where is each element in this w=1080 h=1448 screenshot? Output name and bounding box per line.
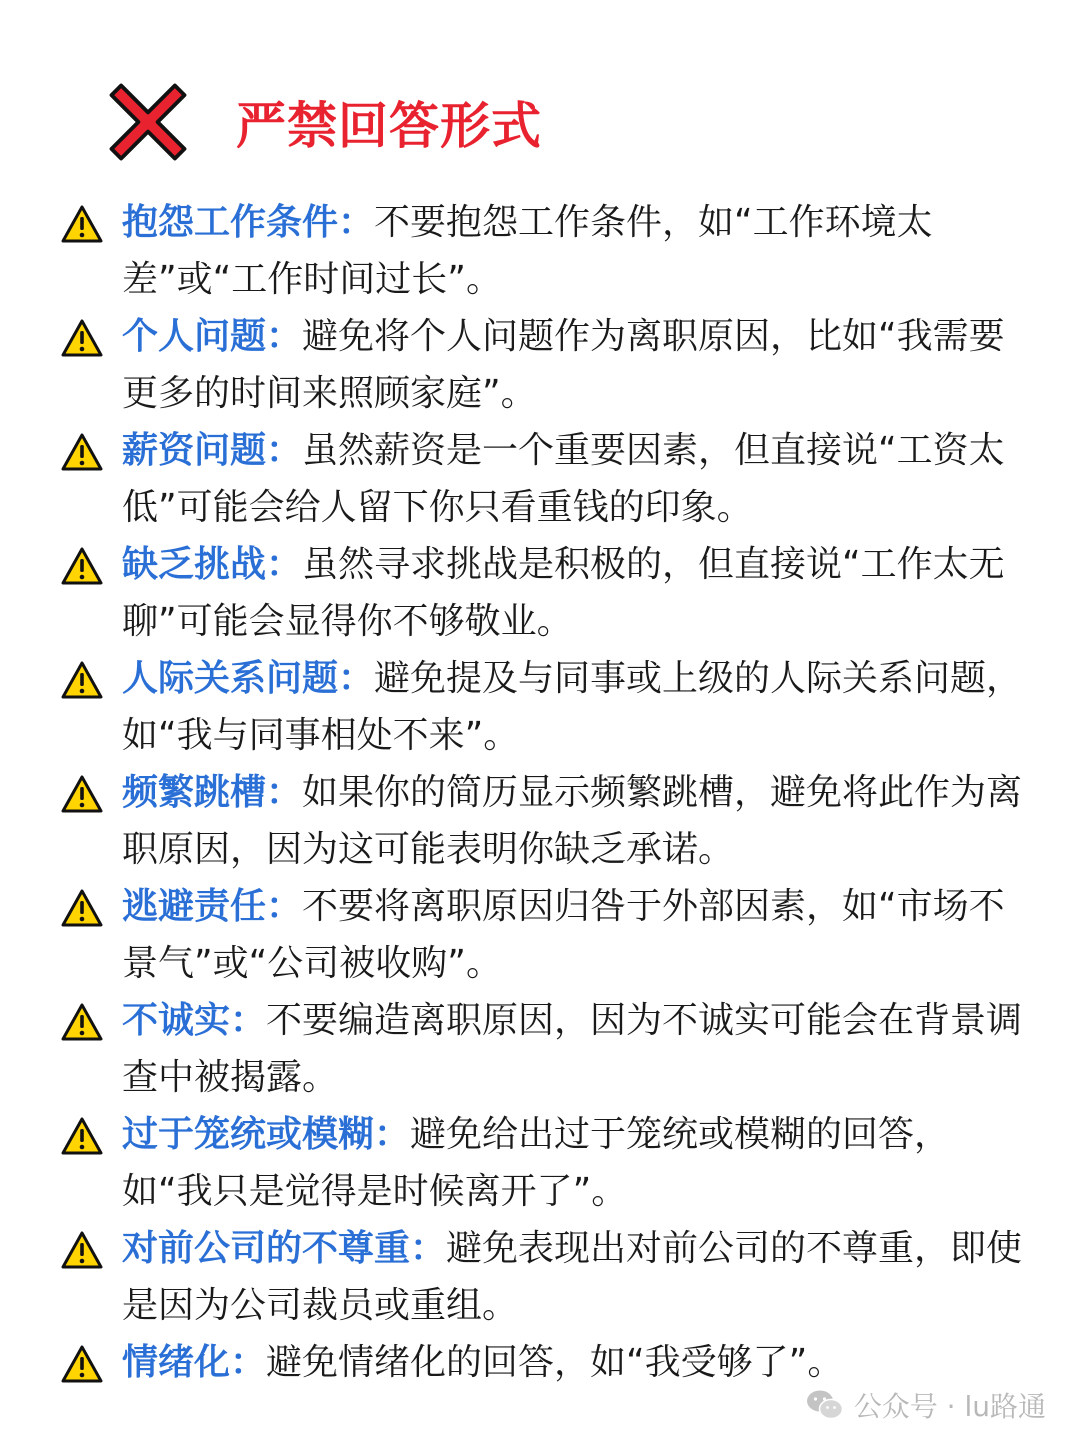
warning-icon <box>60 774 104 814</box>
list-item <box>60 878 1030 992</box>
item-term: 情绪化 <box>122 1342 231 1383</box>
item-colon: ： <box>266 772 303 813</box>
forbidden-answers-list <box>60 194 1030 1448</box>
item-term: 个人问题 <box>122 316 267 357</box>
item-term: 过于笼统或模糊 <box>122 1114 375 1155</box>
warning-icon <box>60 318 104 358</box>
item-description: 虽然薪资是一个重要因素，但直接说“工资太低”可能会给人留下你只看重钱的印象。 <box>122 430 1005 528</box>
warning-icon <box>60 432 104 472</box>
item-colon: ： <box>230 1000 267 1041</box>
item-colon: ： <box>266 544 303 585</box>
warning-icon <box>60 1344 104 1384</box>
item-description: 避免提及与同事或上级的人际关系问题，如“我与同事相处不来”。 <box>122 658 1023 756</box>
item-description: 不要编造离职原因，因为不诚实可能会在背景调查中被揭露。 <box>122 1000 1023 1098</box>
item-term: 逃避责任 <box>122 886 267 927</box>
item-term: 不诚实 <box>122 1000 231 1041</box>
item-colon: ： <box>230 1342 267 1383</box>
warning-icon <box>60 204 104 244</box>
list-item <box>60 1106 1030 1220</box>
header <box>100 72 542 172</box>
item-colon: ： <box>338 202 375 243</box>
item-description: 避免表现出对前公司的不尊重，即使是因为公司裁员或重组。 <box>122 1228 1023 1326</box>
list-item <box>60 308 1030 422</box>
item-colon: ： <box>266 430 303 471</box>
item-term: 人际关系问题 <box>122 658 339 699</box>
warning-icon <box>60 1002 104 1042</box>
warning-icon <box>60 1230 104 1270</box>
item-description: 避免将个人问题作为离职原因，比如“我需要更多的时间来照顾家庭”。 <box>122 316 1005 414</box>
warning-icon <box>60 546 104 586</box>
page-title: 严禁回答形式 <box>236 97 542 155</box>
list-item <box>60 764 1030 878</box>
list-item <box>60 536 1030 650</box>
item-term: 缺乏挑战 <box>122 544 267 585</box>
item-description: 如果你的简历显示频繁跳槽，避免将此作为离职原因，因为这可能表明你缺乏承诺。 <box>122 772 1023 870</box>
item-colon: ： <box>410 1228 447 1269</box>
wechat-icon <box>806 1389 844 1421</box>
item-description: 避免情绪化的回答，如“我受够了”。 <box>266 1342 844 1383</box>
item-description: 不要抱怨工作条件，如“工作环境太差”或“工作时间过长”。 <box>122 202 933 300</box>
item-term: 对前公司的不尊重 <box>122 1228 411 1269</box>
item-colon: ： <box>374 1114 411 1155</box>
red-x-mark-icon <box>100 74 196 170</box>
item-colon: ： <box>266 886 303 927</box>
list-item <box>60 194 1030 308</box>
item-term: 频繁跳槽 <box>122 772 267 813</box>
list-item <box>60 992 1030 1106</box>
item-colon: ： <box>338 658 375 699</box>
item-description: 虽然寻求挑战是积极的，但直接说“工作太无聊”可能会显得你不够敬业。 <box>122 544 1005 642</box>
watermark <box>806 1385 1046 1425</box>
item-term: 抱怨工作条件 <box>122 202 339 243</box>
warning-icon <box>60 660 104 700</box>
item-description: 不要将离职原因归咎于外部因素，如“市场不景气”或“公司被收购”。 <box>122 886 1005 984</box>
item-term: 薪资问题 <box>122 430 267 471</box>
list-item <box>60 650 1030 764</box>
item-colon: ： <box>266 316 303 357</box>
warning-icon <box>60 1116 104 1156</box>
list-item <box>60 1220 1030 1334</box>
warning-icon <box>60 888 104 928</box>
list-item <box>60 422 1030 536</box>
watermark-text: 公众号 · lu路通 <box>853 1390 1046 1423</box>
item-description: 避免给出过于笼统或模糊的回答，如“我只是觉得是时候离开了”。 <box>122 1114 951 1212</box>
